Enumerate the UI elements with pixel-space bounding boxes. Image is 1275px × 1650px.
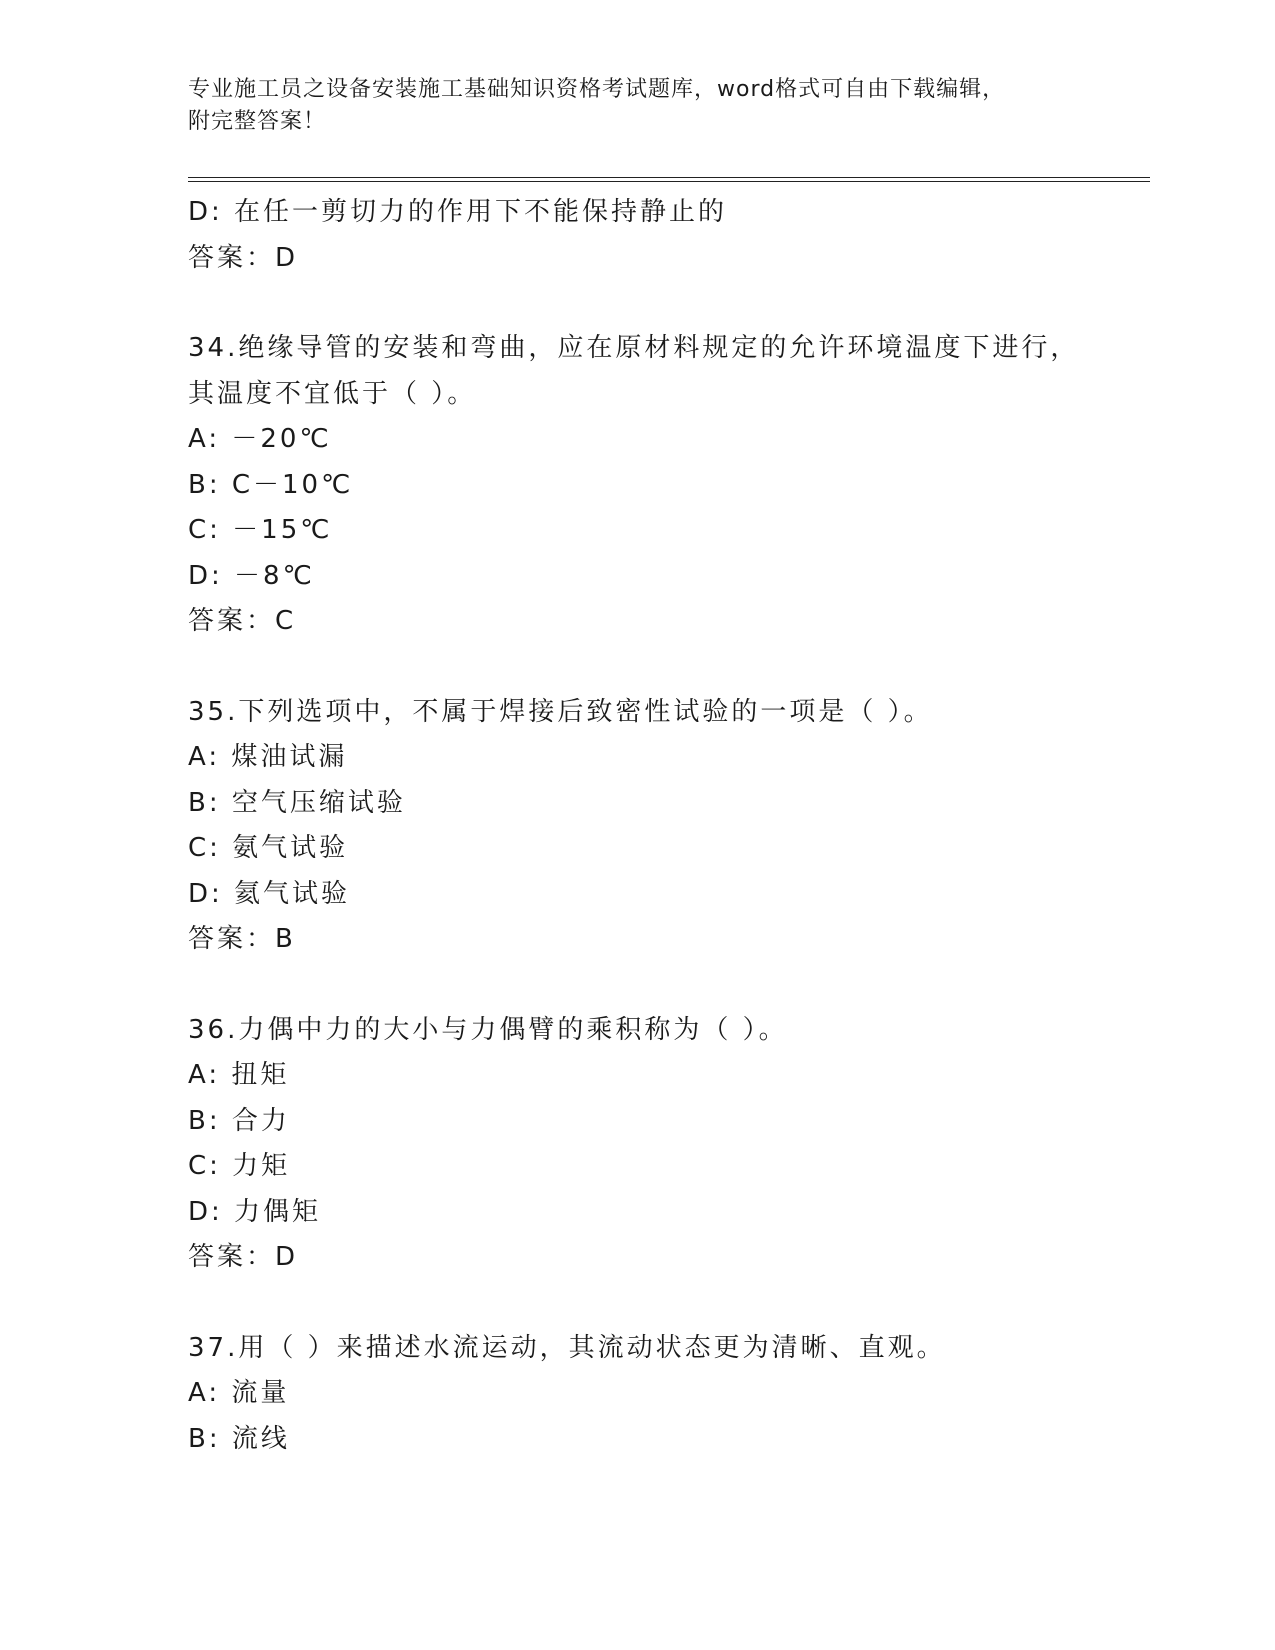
option-d: D: 氦气试验 (188, 878, 351, 909)
question-37 (188, 1326, 1148, 1463)
prev-option-d: D: 在任一剪切力的作用下不能保持静止的 (188, 197, 728, 227)
option-a: A: 流量 (188, 1378, 290, 1408)
option-c: C: 氨气试验 (188, 833, 349, 863)
question-stem: 36.力偶中力的大小与力偶臂的乘积称为（ ）。 (188, 1014, 788, 1045)
header-divider-bottom (188, 181, 1150, 182)
question-stem: 37.用（ ）来描述水流运动，其流动状态更为清晰、直观。 (188, 1332, 946, 1363)
question-34 (188, 326, 1148, 645)
question-stem-cont: 其温度不宜低于（ ）。 (188, 378, 477, 409)
header-line-2: 附完整答案！ (188, 109, 327, 134)
answer: 答案：D (188, 1242, 299, 1272)
spacer (188, 963, 1148, 1008)
page-header (188, 74, 1088, 138)
header-line-1: 专业施工员之设备安装施工基础知识资格考试题库，word格式可自由下载编辑， (188, 77, 1006, 102)
answer: 答案：B (188, 924, 296, 954)
question-36 (188, 1008, 1148, 1281)
option-b: B: 空气压缩试验 (188, 787, 406, 818)
option-c: C: －15℃ (188, 515, 333, 545)
header-divider-top (188, 177, 1150, 178)
option-d: D: －8℃ (188, 560, 315, 591)
option-b: B: 合力 (188, 1105, 290, 1136)
option-b: B: C－10℃ (188, 469, 354, 500)
option-d: D: 力偶矩 (188, 1196, 322, 1227)
option-a: A: －20℃ (188, 424, 332, 454)
question-stem: 35.下列选项中，不属于焊接后致密性试验的一项是（ ）。 (188, 696, 933, 727)
answer: 答案：C (188, 606, 297, 636)
option-c: C: 力矩 (188, 1151, 291, 1181)
question-stem: 34.绝缘导管的安装和弯曲，应在原材料规定的允许环境温度下进行， (188, 333, 1080, 363)
option-a: A: 扭矩 (188, 1060, 290, 1090)
question-list (188, 190, 1148, 1462)
spacer (188, 281, 1148, 326)
question-35 (188, 690, 1148, 963)
spacer (188, 1281, 1148, 1326)
option-b: B: 流线 (188, 1423, 290, 1454)
option-a: A: 煤油试漏 (188, 742, 348, 772)
spacer (188, 645, 1148, 690)
prev-answer: 答案：D (188, 242, 299, 273)
